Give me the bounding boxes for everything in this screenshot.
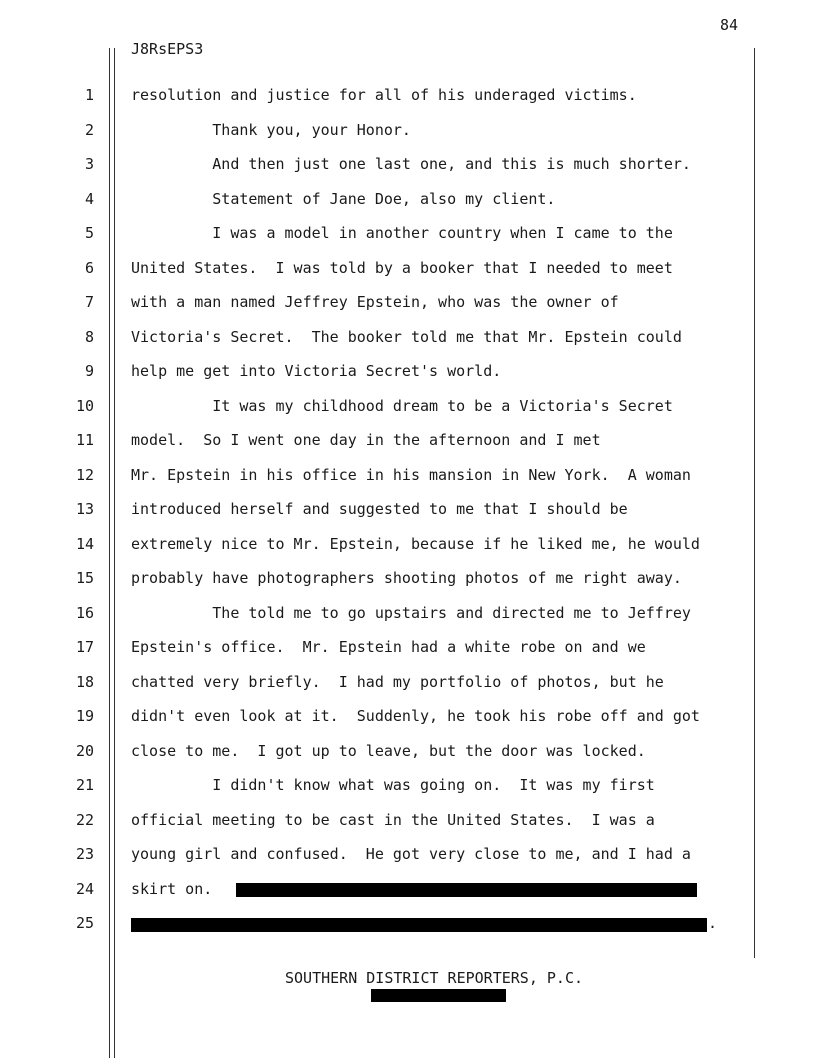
line-number: 5 (84, 224, 94, 242)
line-25-end-punctuation: . (708, 914, 718, 932)
line-text: with a man named Jeffrey Epstein, who was the owner of (131, 293, 619, 311)
line-text: skirt on. (131, 880, 213, 898)
line-number: 12 (75, 466, 94, 484)
line-text: Statement of Jane Doe, also my client. (131, 190, 556, 208)
line-number: 11 (75, 431, 94, 449)
line-number: 22 (75, 811, 94, 829)
line-number: 20 (75, 742, 94, 760)
right-margin-rule (754, 48, 755, 958)
line-text: United States. I was told by a booker that I needed to meet (131, 259, 673, 277)
line-number: 14 (75, 535, 94, 553)
line-text: Epstein's office. Mr. Epstein had a white robe on and we (131, 638, 646, 656)
line-number: 16 (75, 604, 94, 622)
line-text: Thank you, your Honor. (131, 121, 411, 139)
line-text: I didn't know what was going on. It was my first (131, 776, 655, 794)
line-text: probably have photographers shooting photos of me right away. (131, 569, 682, 587)
line-number: 10 (75, 397, 94, 415)
line-number: 15 (75, 569, 94, 587)
line-number: 18 (75, 673, 94, 691)
redaction-line-25 (131, 918, 707, 932)
line-number: 24 (75, 880, 94, 898)
footer-reporter: SOUTHERN DISTRICT REPORTERS, P.C. (284, 969, 583, 987)
redaction-line-24 (236, 883, 697, 897)
line-number: 21 (75, 776, 94, 794)
line-text: didn't even look at it. Suddenly, he took his robe off and got (131, 707, 700, 725)
line-text: introduced herself and suggested to me that I should be (131, 500, 628, 518)
line-text: young girl and confused. He got very close to me, and I had a (131, 845, 691, 863)
line-number: 6 (84, 259, 94, 277)
line-text: Victoria's Secret. The booker told me that Mr. Epstein could (131, 328, 682, 346)
line-number: 23 (75, 845, 94, 863)
line-text: And then just one last one, and this is much shorter. (131, 155, 691, 173)
line-text: help me get into Victoria Secret's world. (131, 362, 502, 380)
line-text: It was my childhood dream to be a Victoria's Secret (131, 397, 673, 415)
line-text: resolution and justice for all of his underaged victims. (131, 86, 637, 104)
left-margin-rule-outer (109, 48, 110, 1058)
left-margin-rule-inner (114, 48, 115, 1058)
line-text: I was a model in another country when I came to the (131, 224, 673, 242)
line-number: 8 (84, 328, 94, 346)
line-text: close to me. I got up to leave, but the door was locked. (131, 742, 646, 760)
line-number: 19 (75, 707, 94, 725)
line-text: official meeting to be cast in the United States. I was a (131, 811, 655, 829)
line-number: 7 (84, 293, 94, 311)
case-id: J8RsEPS3 (131, 40, 204, 58)
line-number: 13 (75, 500, 94, 518)
line-number: 1 (84, 86, 94, 104)
line-number: 3 (84, 155, 94, 173)
line-text: Mr. Epstein in his office in his mansion in New York. A woman (131, 466, 691, 484)
line-number: 25 (75, 914, 94, 932)
line-number: 2 (84, 121, 94, 139)
line-number: 9 (84, 362, 94, 380)
line-text: extremely nice to Mr. Epstein, because if he liked me, he would (131, 535, 700, 553)
line-number: 4 (84, 190, 94, 208)
line-text: The told me to go upstairs and directed me to Jeffrey (131, 604, 691, 622)
line-text: model. So I went one day in the afternoon and I met (131, 431, 601, 449)
line-number: 17 (75, 638, 94, 656)
page-number: 84 (719, 16, 738, 34)
redaction-footer (371, 989, 506, 1002)
line-text: chatted very briefly. I had my portfolio of photos, but he (131, 673, 664, 691)
